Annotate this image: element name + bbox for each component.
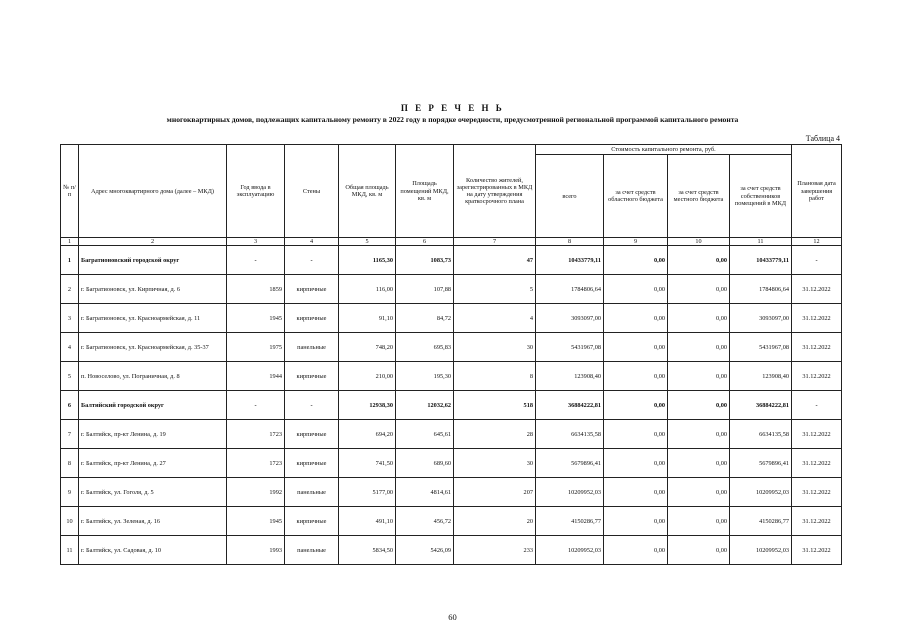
cell-address: г. Балтийск, ул. Садовая, д. 10 xyxy=(79,536,227,565)
cell-total: 5431967,08 xyxy=(536,333,604,362)
cell-num: 2 xyxy=(61,275,79,304)
cell-regional: 0,00 xyxy=(604,246,668,275)
cell-address: г. Балтийск, пр-кт Ленина, д. 19 xyxy=(79,420,227,449)
cell-total: 1784806,64 xyxy=(536,275,604,304)
cell-total: 6634135,58 xyxy=(536,420,604,449)
cell-residents: 8 xyxy=(454,362,536,391)
column-number: 5 xyxy=(339,238,396,246)
cell-date: 31.12.2022 xyxy=(792,304,842,333)
cell-residents: 28 xyxy=(454,420,536,449)
cell-total: 10209952,03 xyxy=(536,536,604,565)
header-local: за счет средств местного бюджета xyxy=(668,155,730,238)
cell-date: 31.12.2022 xyxy=(792,275,842,304)
cell-walls: панельные xyxy=(285,478,339,507)
cell-owners: 3093097,00 xyxy=(730,304,792,333)
cell-year: 1723 xyxy=(227,420,285,449)
cell-total-area: 91,10 xyxy=(339,304,396,333)
cell-owners: 4150286,77 xyxy=(730,507,792,536)
header-cost-group: Стоимость капитального ремонта, руб. xyxy=(536,145,792,155)
column-number: 2 xyxy=(79,238,227,246)
cell-local: 0,00 xyxy=(668,333,730,362)
cell-residents: 233 xyxy=(454,536,536,565)
cell-total-area: 1165,30 xyxy=(339,246,396,275)
cell-local: 0,00 xyxy=(668,449,730,478)
cell-walls: кирпичные xyxy=(285,507,339,536)
cell-year: 1993 xyxy=(227,536,285,565)
cell-residents: 5 xyxy=(454,275,536,304)
table-row xyxy=(61,478,842,507)
cell-regional: 0,00 xyxy=(604,536,668,565)
cell-year: 1945 xyxy=(227,304,285,333)
cell-owners: 5431967,08 xyxy=(730,333,792,362)
table-row xyxy=(61,449,842,478)
cell-walls: кирпичные xyxy=(285,420,339,449)
cell-premises-area: 107,88 xyxy=(396,275,454,304)
cell-date: 31.12.2022 xyxy=(792,478,842,507)
cell-walls: - xyxy=(285,246,339,275)
cell-year: 1975 xyxy=(227,333,285,362)
table-row-district-total xyxy=(61,391,842,420)
cell-total-area: 491,10 xyxy=(339,507,396,536)
table-row xyxy=(61,333,842,362)
cell-year: 1944 xyxy=(227,362,285,391)
cell-walls: кирпичные xyxy=(285,362,339,391)
cell-premises-area: 12032,62 xyxy=(396,391,454,420)
cell-total: 5679896,41 xyxy=(536,449,604,478)
cell-date: 31.12.2022 xyxy=(792,507,842,536)
cell-total-area: 5177,00 xyxy=(339,478,396,507)
cell-num: 8 xyxy=(61,449,79,478)
cell-total: 3093097,00 xyxy=(536,304,604,333)
cell-owners: 6634135,58 xyxy=(730,420,792,449)
header-premises-area: Площадь помещений МКД, кв. м xyxy=(396,145,454,238)
table-row xyxy=(61,275,842,304)
header-total: всего xyxy=(536,155,604,238)
column-number: 12 xyxy=(792,238,842,246)
header-address: Адрес многоквартирного дома (далее – МКД) xyxy=(79,145,227,238)
cell-walls: кирпичные xyxy=(285,275,339,304)
cell-year: - xyxy=(227,246,285,275)
page-number: 60 xyxy=(448,612,457,622)
cell-total: 10209952,03 xyxy=(536,478,604,507)
cell-local: 0,00 xyxy=(668,536,730,565)
column-number-row xyxy=(61,238,842,246)
cell-walls: панельные xyxy=(285,536,339,565)
cell-date: 31.12.2022 xyxy=(792,420,842,449)
cell-total-area: 210,00 xyxy=(339,362,396,391)
cell-num: 11 xyxy=(61,536,79,565)
cell-walls: кирпичные xyxy=(285,304,339,333)
document-subtitle: многоквартирных домов, подлежащих капитальному ремонту в 2022 году в порядке очередности, предусмотренной региональной программой капитального ремонта xyxy=(166,115,739,124)
cell-address: Багратионовский городской округ xyxy=(79,246,227,275)
repair-list-table xyxy=(60,144,842,565)
cell-date: 31.12.2022 xyxy=(792,449,842,478)
cell-regional: 0,00 xyxy=(604,507,668,536)
document-title: П Е Р Е Ч Е Н Ь xyxy=(400,103,505,113)
column-number: 7 xyxy=(454,238,536,246)
cell-year: - xyxy=(227,391,285,420)
header-residents: Количество жителей, зарегистрированных в МКД на дату утверждения краткосрочного плана xyxy=(454,145,536,238)
cell-premises-area: 4814,61 xyxy=(396,478,454,507)
cell-local: 0,00 xyxy=(668,304,730,333)
cell-regional: 0,00 xyxy=(604,275,668,304)
cell-local: 0,00 xyxy=(668,362,730,391)
cell-total: 10433779,11 xyxy=(536,246,604,275)
cell-num: 5 xyxy=(61,362,79,391)
cell-date: - xyxy=(792,246,842,275)
cell-owners: 10209952,03 xyxy=(730,478,792,507)
column-number: 11 xyxy=(730,238,792,246)
cell-residents: 47 xyxy=(454,246,536,275)
cell-premises-area: 84,72 xyxy=(396,304,454,333)
cell-residents: 30 xyxy=(454,449,536,478)
cell-total: 123908,40 xyxy=(536,362,604,391)
table-row xyxy=(61,362,842,391)
cell-local: 0,00 xyxy=(668,246,730,275)
cell-year: 1859 xyxy=(227,275,285,304)
cell-date: 31.12.2022 xyxy=(792,362,842,391)
cell-walls: кирпичные xyxy=(285,449,339,478)
cell-regional: 0,00 xyxy=(604,362,668,391)
column-number: 4 xyxy=(285,238,339,246)
cell-regional: 0,00 xyxy=(604,333,668,362)
cell-date: 31.12.2022 xyxy=(792,536,842,565)
header-row-top xyxy=(61,145,842,155)
cell-residents: 4 xyxy=(454,304,536,333)
cell-total-area: 741,50 xyxy=(339,449,396,478)
cell-owners: 123908,40 xyxy=(730,362,792,391)
table-label: Таблица 4 xyxy=(805,134,840,143)
cell-premises-area: 456,72 xyxy=(396,507,454,536)
cell-total: 36884222,81 xyxy=(536,391,604,420)
table-row-district-total xyxy=(61,246,842,275)
cell-address: г. Балтийск, ул. Гоголя, д. 5 xyxy=(79,478,227,507)
cell-regional: 0,00 xyxy=(604,391,668,420)
cell-residents: 20 xyxy=(454,507,536,536)
column-number: 3 xyxy=(227,238,285,246)
cell-num: 7 xyxy=(61,420,79,449)
cell-total-area: 5834,50 xyxy=(339,536,396,565)
header-walls: Стены xyxy=(285,145,339,238)
cell-total-area: 748,20 xyxy=(339,333,396,362)
table-row xyxy=(61,304,842,333)
cell-local: 0,00 xyxy=(668,391,730,420)
cell-num: 1 xyxy=(61,246,79,275)
cell-residents: 207 xyxy=(454,478,536,507)
cell-premises-area: 1083,73 xyxy=(396,246,454,275)
cell-year: 1945 xyxy=(227,507,285,536)
cell-regional: 0,00 xyxy=(604,478,668,507)
column-number: 1 xyxy=(61,238,79,246)
column-number: 9 xyxy=(604,238,668,246)
cell-address: г. Багратионовск, ул. Красноармейская, д. 35-37 xyxy=(79,333,227,362)
cell-date: 31.12.2022 xyxy=(792,333,842,362)
cell-residents: 30 xyxy=(454,333,536,362)
cell-owners: 1784806,64 xyxy=(730,275,792,304)
header-num: № п/п xyxy=(61,145,79,238)
cell-address: г. Балтийск, пр-кт Ленина, д. 27 xyxy=(79,449,227,478)
cell-address: г. Багратионовск, ул. Красноармейская, д. 11 xyxy=(79,304,227,333)
cell-num: 4 xyxy=(61,333,79,362)
cell-address: г. Балтийск, ул. Зеленая, д. 16 xyxy=(79,507,227,536)
header-owners: за счет средств собственников помещений в МКД xyxy=(730,155,792,238)
cell-total-area: 116,00 xyxy=(339,275,396,304)
cell-num: 10 xyxy=(61,507,79,536)
cell-owners: 36884222,81 xyxy=(730,391,792,420)
column-number: 8 xyxy=(536,238,604,246)
header-regional: за счет средств областного бюджета xyxy=(604,155,668,238)
cell-walls: панельные xyxy=(285,333,339,362)
table-row xyxy=(61,536,842,565)
cell-num: 6 xyxy=(61,391,79,420)
cell-owners: 10433779,11 xyxy=(730,246,792,275)
cell-premises-area: 695,83 xyxy=(396,333,454,362)
table-row xyxy=(61,420,842,449)
cell-total: 4150286,77 xyxy=(536,507,604,536)
cell-residents: 518 xyxy=(454,391,536,420)
cell-owners: 5679896,41 xyxy=(730,449,792,478)
header-planned-date: Плановая дата завершения работ xyxy=(792,145,842,238)
cell-premises-area: 645,61 xyxy=(396,420,454,449)
column-number: 10 xyxy=(668,238,730,246)
cell-year: 1723 xyxy=(227,449,285,478)
cell-local: 0,00 xyxy=(668,275,730,304)
cell-owners: 10209952,03 xyxy=(730,536,792,565)
cell-regional: 0,00 xyxy=(604,304,668,333)
cell-regional: 0,00 xyxy=(604,449,668,478)
header-year: Год ввода в эксплуатацию xyxy=(227,145,285,238)
header-total-area: Общая площадь МКД, кв. м xyxy=(339,145,396,238)
cell-address: п. Новоселово, ул. Пограничная, д. 8 xyxy=(79,362,227,391)
table-row xyxy=(61,507,842,536)
cell-year: 1992 xyxy=(227,478,285,507)
cell-total-area: 694,20 xyxy=(339,420,396,449)
cell-local: 0,00 xyxy=(668,507,730,536)
cell-local: 0,00 xyxy=(668,420,730,449)
column-number: 6 xyxy=(396,238,454,246)
cell-regional: 0,00 xyxy=(604,420,668,449)
cell-num: 3 xyxy=(61,304,79,333)
cell-local: 0,00 xyxy=(668,478,730,507)
cell-premises-area: 5426,09 xyxy=(396,536,454,565)
cell-address: г. Багратионовск, ул. Кирпичная, д. 6 xyxy=(79,275,227,304)
cell-total-area: 12938,30 xyxy=(339,391,396,420)
cell-walls: - xyxy=(285,391,339,420)
cell-premises-area: 689,60 xyxy=(396,449,454,478)
cell-date: - xyxy=(792,391,842,420)
cell-premises-area: 195,30 xyxy=(396,362,454,391)
cell-address: Балтийский городской округ xyxy=(79,391,227,420)
cell-num: 9 xyxy=(61,478,79,507)
